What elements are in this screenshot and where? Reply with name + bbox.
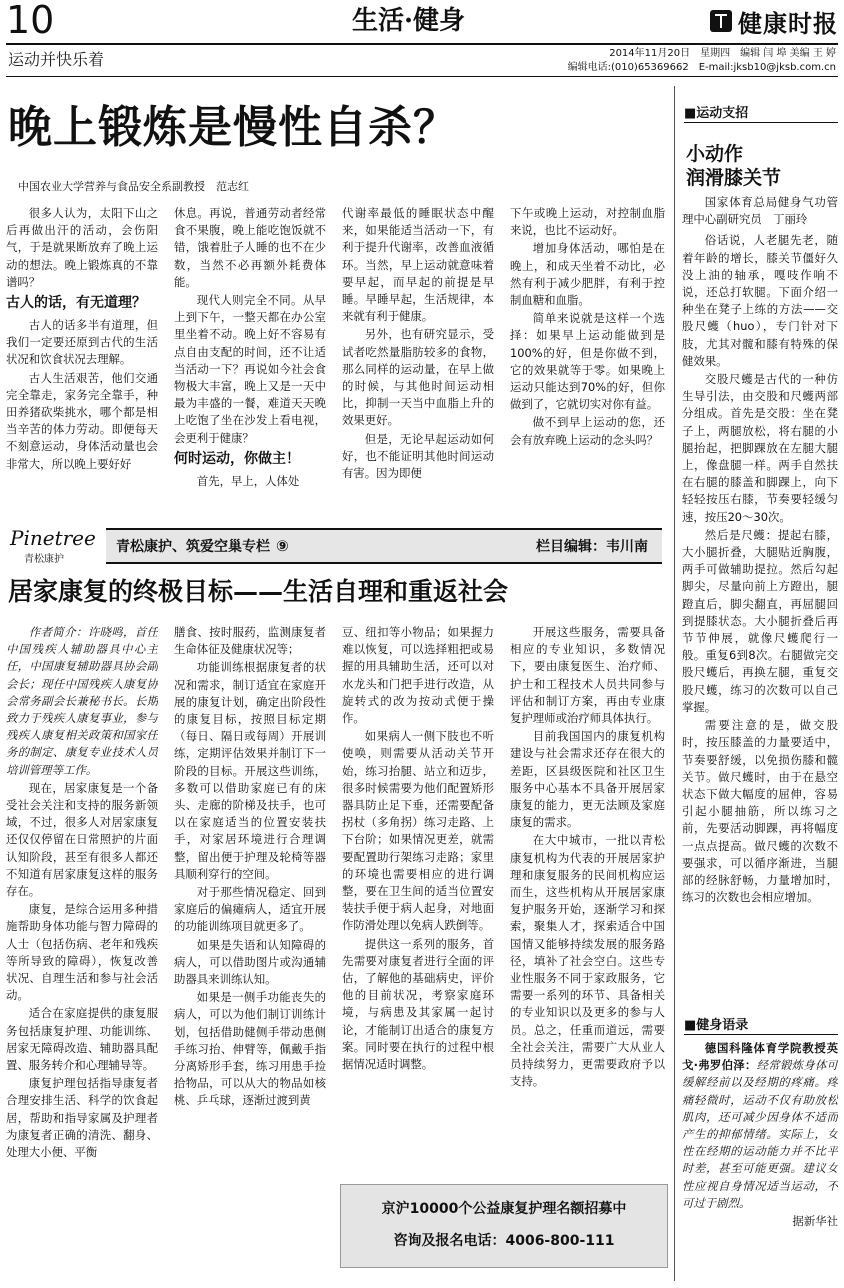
recruit-phone: 咨询及报名电话：4006-800-111 xyxy=(393,1233,615,1249)
paragraph: 现在，居家康复是一个备受社会关注和支持的服务新领域，不过，很多人对居家康复还仅仅停留在日常照护的片面认知阶段，甚至有很多人都还不知道有居家康复这样的服务存在。 xyxy=(6,780,158,899)
paragraph: 如果病人一侧下肢也不听使唤，则需要从活动关节开始，练习抬腿、站立和迈步，很多时候需要为他们配置矫形器具防止足下垂，还需要配备拐杖（多角拐）练习走路、上下台阶；如果情况更差，就需要配置助行架练习走路；家里的环境也需要相应的进行调整，要在卫生间的适当位置安装扶手便于病人起身，对地面作防滑处理以免病人跌倒等。 xyxy=(342,729,494,933)
article2-col3 xyxy=(342,624,494,1180)
header-rule xyxy=(6,43,838,45)
paragraph: 交股尺蠖是古代的一种仿生导引法，由交股和尺蠖两部分组成。首先是交股：坐在凳子上，两腿放松，将右腿的小腿抬起，把脚踝放在左腿大腿上，像盘腿一样。两手自然扶在右腿的膝盖和脚踝上，向下轻轻按压右膝，节奏要轻缓匀速，按压20～30次。 xyxy=(682,372,838,524)
paragraph: 很多人认为，太阳下山之后再做出汗的活动，会伤阳气，于是就果断放弃了晚上运动的想法。晚上锻炼真的不靠谱吗？ xyxy=(6,206,158,289)
sidebar-article xyxy=(682,194,838,1010)
paragraph: 首先，早上，人体处 xyxy=(196,473,300,488)
sidebar-label-rule-2 xyxy=(684,1034,838,1035)
article1-col3 xyxy=(342,205,494,515)
paragraph: 提供这一系列的服务，首先需要对康复者进行全面的评估，了解他的基础病史，评价他的目前状况，考察家庭环境，与病患及其家属一起讨论，才能制订出适合的康复方案。同时要在执行的过程中根据情况适时调整。 xyxy=(342,936,494,1072)
article2-col2 xyxy=(174,624,326,1280)
series-title: 青松康护、筑爱空巢专栏 xyxy=(116,539,270,555)
quote-body: 经常锻炼身体可缓解经前以及经期的疼痛。疼痛轻微时，运动不仅有助放松肌肉，还可减少因身体不适而产生的抑郁情绪。实际上，女性在经期的运动能力并不比平时差，甚至可能更强。建议女性应视自身情况适当运动，不可过于剧烈。 xyxy=(682,1058,838,1210)
quote-lead: 德国科隆体育学院教授英戈·弗罗伯泽： xyxy=(682,1041,838,1073)
article1-col2 xyxy=(174,205,326,515)
paragraph: 如果是失语和认知障碍的病人，可以借助图片或沟通辅助器具来训练认知。 xyxy=(174,937,326,987)
sidebar-title-2: 润滑膝关节 xyxy=(686,167,782,189)
logo-text: Pinetree xyxy=(10,526,96,550)
pinetree-logo xyxy=(10,526,106,566)
paper-name: 健康时报 xyxy=(738,8,838,38)
date-line: 2014年11月20日 星期四 编辑 闫 埠 美编 王 婷 xyxy=(609,48,836,59)
paragraph: 简单来说就是这样一个选择：如果早上运动能做到是100%的好，但是你做不到，它的效果就等于零。如果晚上运动只能达到70%的好，但你做到了，它就切实对你有益。 xyxy=(510,311,665,412)
contact-line: 编辑电话:(010)65369662 E-mail:jksb10@jksb.com.cn xyxy=(567,62,836,73)
paragraph: 豆、纽扣等小物品；如果握力难以恢复，可以选择粗把或易握的用具辅助生活，还可以对水龙头和门把手进行改造，从旋转式的改为按动式便于操作。 xyxy=(342,625,494,726)
paragraph: 需要注意的是，做交股时，按压膝盖的力量要适中，节奏要舒缓，以免损伤膝和髋关节。做尺蠖时，由于在悬空状态下做大幅度的屈伸，容易引起小腿抽筋，所以练习之前，先要活动脚踝，再将幅度一点点提高。做尺蠖的次数不要强求，可以循序渐进，当腿部的经脉舒畅，力量增加时，练习的次数也会相应增加。 xyxy=(682,718,838,905)
paragraph: 功能训练根据康复者的状况和需求，制订适宜在家庭开展的康复计划，确定出阶段性的康复目标，按照目标定期（每日、隔日或每周）开展训练，定期评估效果并制订下一阶段的目标。开展这些训练，多数可以借助家庭已有的床头、走廊的阶梯及扶手，也可以在家庭适当的位置安装扶手，对家居环境进行合理调整，留出便于护理及轮椅等器具顺利穿行的空间。 xyxy=(174,660,326,881)
column-label: 运动并快乐着 xyxy=(8,50,105,69)
sidebar-section-label: ■运动支招 xyxy=(684,106,749,121)
sidebar-section2-label: ■健身语录 xyxy=(684,1018,749,1033)
article2-col1 xyxy=(6,624,158,1280)
banner-bar xyxy=(106,528,662,564)
paragraph: 俗话说，人老腿先老，随着年龄的增长，膝关节僵好久没上油的轴承，嘎吱作响不说，还总打软腿。下面介绍一种坐在凳子上练的方法——交股尺蠖（huo），专门针对下肢，尤其对髋和膝有特殊的保健效果。 xyxy=(682,233,838,368)
paragraph: 休息。再说，普通劳动者经常食不果腹，晚上能吃饱饭就不错，饿着肚子人睡的也不在少数，当然不必再额外耗费体能。 xyxy=(174,206,326,289)
column-banner xyxy=(6,524,668,568)
paragraph: 代谢率最低的睡眠状态中醒来，如果能适当活动一下，有利于提升代谢率，改善血液循环。当然，早上运动就意味着要早起，而早起的前提是早睡。早睡早起，生活规律，本来就有利于健康。 xyxy=(342,206,494,324)
recruit-box xyxy=(340,1184,668,1268)
paragraph: 在大中城市，一批以青松康复机构为代表的开展居家护理和康复服务的民间机构应运而生，这些机构从开展居家康复护服务开始，逐渐学习和探索，聚集人才，探索适合中国国情又能够持续发展的服务路径，填补了社会空白。这些专业性服务不同于家政服务，它需要一系列的环节、具备相关的专业知识以及更多的参与人员。总之，任重而道远，需要全社会关注，需要广大从业人员持续努力，更需要政府予以支持。 xyxy=(510,833,665,1089)
article2-col4 xyxy=(510,624,665,1180)
paragraph: 康复护理包括指导康复者合理安排生活、科学的饮食起居，帮助和指导家属及护理者为康复者正确的清洗、翻身、处理大小便、平衡 xyxy=(6,1076,158,1160)
paper-logo xyxy=(710,6,838,36)
paragraph: 对于那些情况稳定、回到家庭后的偏瘫病人，适宜开展的功能训练项目就更多了。 xyxy=(174,885,326,934)
series-number: ⑨ xyxy=(276,537,289,555)
banner-editor: 栏目编辑：韦川南 xyxy=(536,539,648,555)
article1-title: 晚上锻炼是慢性自杀？ xyxy=(8,102,458,153)
paragraph: 开展这些服务，需要具备相应的专业知识，多数情况下，要由康复医生、治疗师、护士和工程技术人员共同参与评估和制订方案，再由专业康复护理师或治疗师具体执行。 xyxy=(510,625,665,726)
section-title: 生活·健身 xyxy=(352,6,466,36)
paragraph: 下午或晚上运动，对控制血脂来说，也比不运动好。 xyxy=(510,206,665,238)
header-rule-2 xyxy=(6,76,838,77)
page-number: 10 xyxy=(6,0,55,42)
sidebar-divider xyxy=(674,86,675,1281)
recruit-line1: 京沪10000个公益康复护理名额招募中 xyxy=(381,1201,627,1217)
logo-sub: 青松康护 xyxy=(24,554,64,565)
paragraph: 做不到早上运动的您，还会有放弃晚上运动的念头吗？ xyxy=(510,415,665,447)
author-intro: 作者简介：许晓鸣，首任中国残疾人辅助器具中心主任，中国康复辅助器具协会副会长；现任中国残疾人康复协会常务副会长兼秘书长。长期致力于残疾人康复事业，参与残疾人康复相关政策和国家任务的制定、康复专业技术人员培训管理等工作。 xyxy=(6,625,158,777)
quote-text xyxy=(682,1040,838,1212)
paragraph: 适合在家庭提供的康复服务包括康复护理、功能训练、居家无障碍改造、辅助器具配置、服务转介和心理辅导等。 xyxy=(6,1006,158,1073)
subheading: 何时运动，你做主！ xyxy=(174,450,300,467)
paragraph: 目前我国国内的康复机构建设与社会需求还存在很大的差距，区县级医院和社区卫生服务中心基本不具备开展居家康复的能力，更无法顾及家庭康复的需求。 xyxy=(510,729,665,830)
paragraph: 古人生活艰苦，他们交通完全靠走，家务完全靠手，种田养猪砍柴挑水，哪个都是相当辛苦的体力劳动。即便每天不刻意运动，身体活动量也会非常大，所以晚上要好好 xyxy=(6,370,158,471)
paragraph: 古人的话多半有道理，但我们一定要还原到古代的生活状况和饮食状况去理解。 xyxy=(6,318,158,367)
paragraph: 现代人则完全不同。从早上到下午，一整天都在办公室里坐着不动。晚上好不容易有点自由支配的时间，还不让适当活动一下？再说如今社会食物极大丰富，晚上又是一天中最为丰盛的一餐，难道天天晚上吃饱了坐在沙发上看电视，会更利于健康？ xyxy=(174,293,326,445)
sidebar-label-rule xyxy=(684,122,838,123)
article1-col1 xyxy=(6,205,158,515)
paragraph: 但是，无论早起运动如何好，也不能证明其他时间运动有害。因为即便 xyxy=(342,431,494,481)
paragraph: 膳食、按时服药，监测康复者生命体征及健康状况等； xyxy=(174,625,326,657)
article1-byline: 中国农业大学营养与食品安全系副教授 范志红 xyxy=(18,180,249,193)
paragraph: 如果是一侧手功能丧失的病人，可以为他们制订训练计划，包括借助健侧手带动患侧手练习抬、伸臂等，佩戴手指分离矫形手套，练习用患手捡拾物品，可以从大的物品如核桃、乒乓球，逐渐过渡到黄 xyxy=(174,990,326,1108)
article2-title: 居家康复的终极目标——生活自理和重返社会 xyxy=(8,577,509,606)
paragraph: 然后是尺蠖：提起右膝，大小腿折叠，大腿贴近胸腹，两手可做辅助提拉。然后勾起脚尖，尽量向前上方蹬出，腿蹬直后，脚尖翻直，再屈腿回到提膝状态。大小腿折叠后再节节伸展，就像尺蠖爬行一般。重复6到8次。右腿做完交股尺蠖后，再换左腿，重复交股尺蠖，练习的次数可以自己掌握。 xyxy=(682,527,838,714)
sidebar-title-1: 小动作 xyxy=(686,143,744,165)
paragraph: 康复，是综合运用多种措施帮助身体功能与智力障碍的人士（包括伤病、老年和残疾等所导致的障碍），恢复改善状况、自理生活和参与社会活动。 xyxy=(6,902,158,1003)
sidebar-byline: 国家体育总局健身气功管理中心副研究员 丁丽玲 xyxy=(682,195,838,227)
logo-emblem-icon xyxy=(710,10,732,32)
paragraph: 另外，也有研究显示，受试者吃然量脂肪较多的食物，那么同样的运动量，在早上做的时候，与其他时间运动相比，抑制一天当中血脂上升的效果更好。 xyxy=(342,327,494,428)
paragraph: 增加身体活动，哪怕是在晚上，和成天坐着不动比，必然有利于减少肥胖，有利于控制血糖和血脂。 xyxy=(510,241,665,308)
article1-col4 xyxy=(510,205,665,515)
quote-source: 据新华社 xyxy=(792,1214,838,1229)
sidebar-quote xyxy=(682,1040,838,1280)
subheading: 古人的话，有无道理？ xyxy=(6,295,146,312)
